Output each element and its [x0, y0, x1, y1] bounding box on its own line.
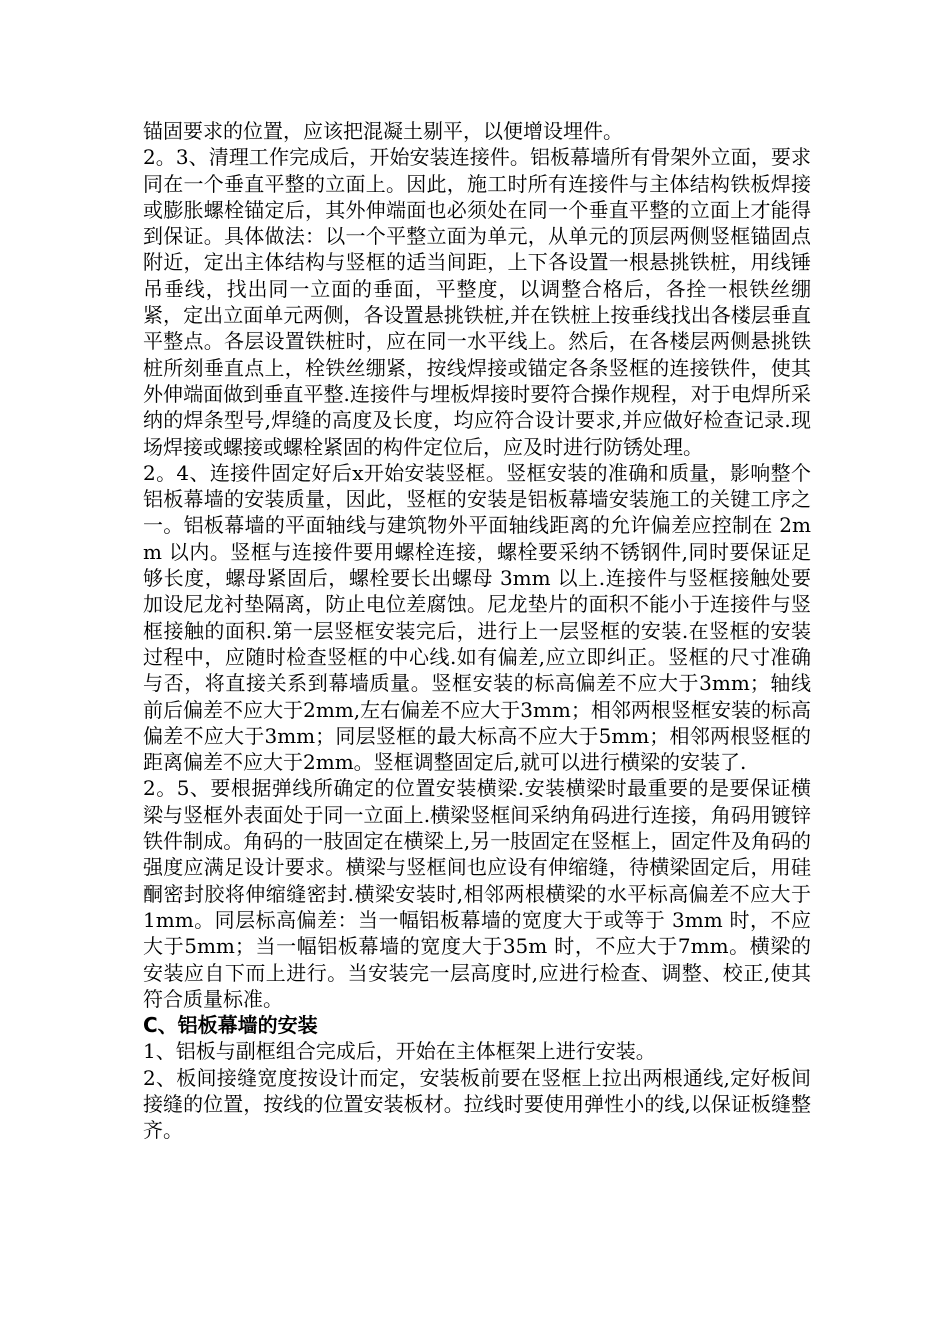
paragraph-anchoring-note: 锚固要求的位置，应该把混凝土剔平，以便增设埋件。 — [143, 119, 623, 143]
paragraph-2-4-mullions: 2。4、连接件固定好后x开始安装竖框。竖框安装的准确和质量，影响整个铝板幕墙的安装质量，因此，竖框的安装是铝板幕墙安装施工的关键工序之一。铝板幕墙的平面轴线与建筑物外平面轴线距离的允许偏差应控制在 2mm 以内。竖框与连接件要用螺栓连接，螺栓要采纳不锈钢件,同时要保证足够长度，螺母紧固后，螺栓要长出螺母 3mm 以上.连接件与竖框接触处要加设尼龙衬垫隔离，防止电位差腐蚀。尼龙垫片的面积不能小于连接件与竖框接触的面积.第一层竖框安装完后，进行上一层竖框的安装.在竖框的安装过程中，应随时检查竖框的中心线.如有偏差,应立即纠正。竖框的尺寸准确与否，将直接关系到幕墙质量。竖框安装的标高偏差不应大于3mm；轴线前后偏差不应大于2mm,左右偏差不应大于3mm；相邻两根竖框安装的标高偏差不应大于3mm；同层竖框的最大标高不应大于5mm；相邻两根竖框的距离偏差不应大于2mm。竖框调整固定后,就可以进行横梁的安装了. — [143, 460, 811, 775]
paragraph-c-2: 2、板间接缝宽度按设计而定，安装板前要在竖框上拉出两根通线,定好板间接缝的位置，按线的位置安装板材。拉线时要使用弹性小的线,以保证板缝整齐。 — [143, 1065, 811, 1143]
paragraph-c-1: 1、铝板与副框组合完成后，开始在主体框架上进行安装。 — [143, 1039, 656, 1064]
document-page — [143, 118, 811, 1144]
paragraph-2-3-connectors: 2。3、清理工作完成后，开始安装连接件。铝板幕墙所有骨架外立面，要求同在一个垂直平整的立面上。因此，施工时所有连接件与主体结构铁板焊接或膨胀螺栓锚定后，其外伸端面也必须处在同一个垂直平整的立面上才能得到保证。具体做法：以一个平整立面为单元，从单元的顶层两侧竖框锚固点附近，定出主体结构与竖框的适当间距，上下各设置一根悬挑铁桩，用线锤吊垂线，找出同一立面的垂面，平整度，以调整合格后，各拴一根铁丝绷紧，定出立面单元两侧，各设置悬挑铁桩,并在铁桩上按垂线找出各楼层垂直平整点。各层设置铁桩时，应在同一水平线上。然后，在各楼层两侧悬挑铁桩所刻垂直点上，栓铁丝绷紧，按线焊接或锚定各条竖框的连接铁件，使其外伸端面做到垂直平整.连接件与埋板焊接时要符合操作规程，对于电焊所采纳的焊条型号,焊缝的高度及长度，均应符合设计要求,并应做好检查记录.现场焊接或螺接或螺栓紧固的构件定位后，应及时进行防锈处理。 — [143, 145, 811, 459]
paragraph-2-5-transoms: 2。5、要根据弹线所确定的位置安装横梁.安装横梁时最重要的是要保证横梁与竖框外表面处于同一立面上.横梁竖框间采纳角码进行连接，角码用镀锌铁件制成。角码的一肢固定在横梁上,另一肢固定在竖框上，固定件及角码的强度应满足设计要求。横梁与竖框间也应设有伸缩缝，待横梁固定后，用硅酮密封胶将伸缩缝密封.横梁安装时,相邻两根横梁的水平标高偏差不应大于 1mm。同层标高偏差：当一幅铝板幕墙的宽度大于或等于 3mm 时，不应大于5mm；当一幅铝板幕墙的宽度大于35m 时，不应大于7mm。横梁的安装应自下而上进行。当安装完一层高度时,应进行检查、调整、校正,使其符合质量标准。 — [143, 776, 811, 1011]
section-heading: C、铝板幕墙的安装 — [143, 1013, 318, 1038]
